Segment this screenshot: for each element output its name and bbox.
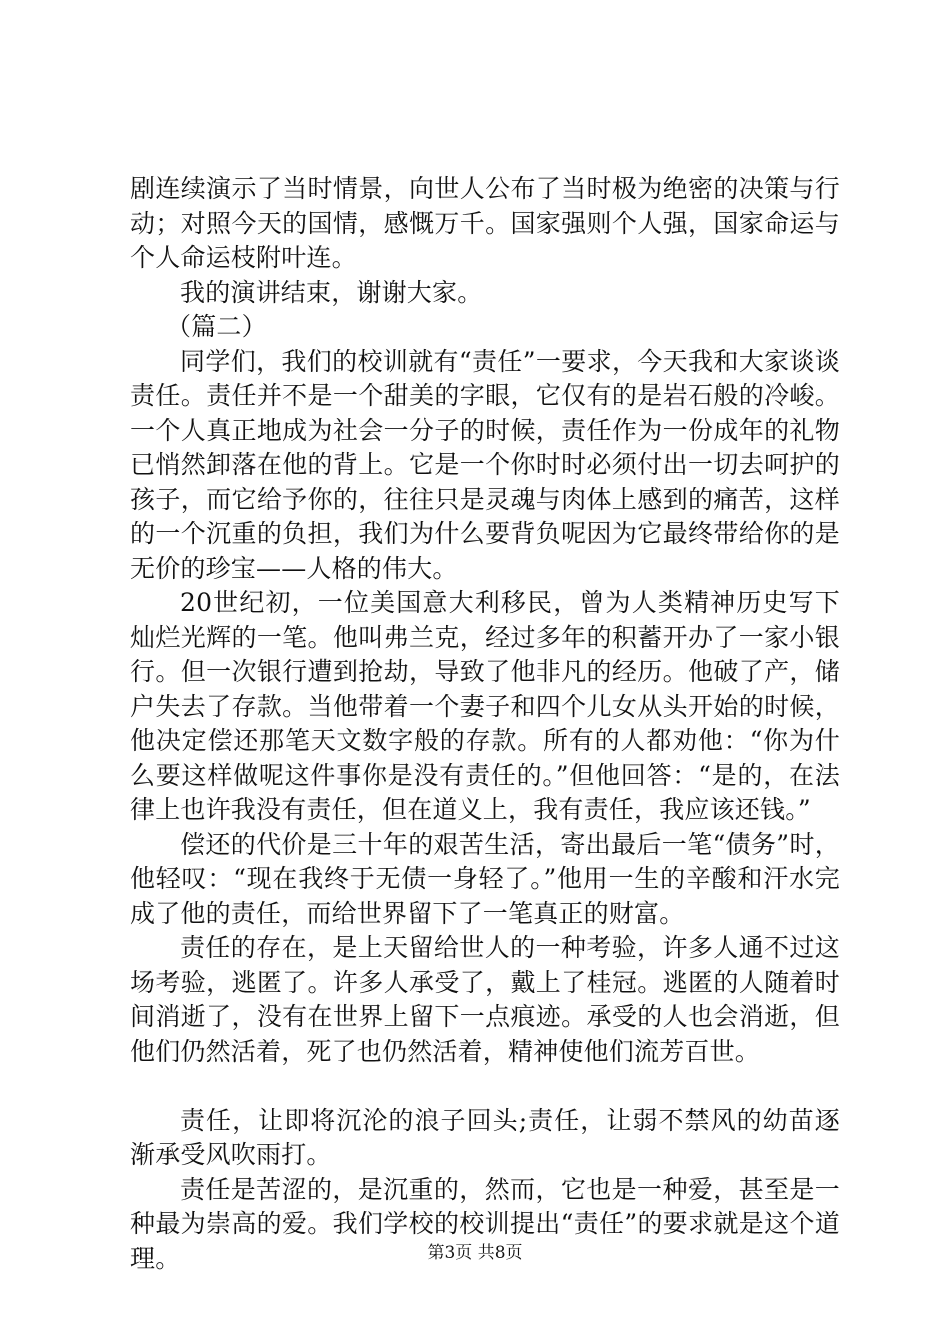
section-heading: （篇二）	[166, 312, 267, 341]
paragraph-frank-story: 20世纪初，一位美国意大利移民，曾为人类精神历史写下灿烂光辉的一笔。他叫弗兰克，经过多年的积蓄开办了一家小银行。但一次银行遭到抢劫，导致了他非凡的经历。他破了产，储户失去了存款。当他带着一个妻子和四个儿女从头开始的时候，他决定偿还那笔天文数字般的存款。所有的人都劝他：“你为什么要这样做呢这件事你是没有责任的。”但他回答：“是的，在法律上也许我没有责任，但在道义上，我有责任，我应该还钱。”	[130, 588, 840, 824]
paragraph-continuation: 剧连续演示了当时情景，向世人公布了当时极为绝密的决策与行动；对照今天的国情，感慨万千。国家强则个人强，国家命运与个人命运枝附叶连。	[130, 174, 840, 272]
page-footer: 第3页 共8页	[427, 1243, 523, 1263]
paragraph-responsibility-intro: 同学们，我们的校训就有“责任”一要求，今天我和大家谈谈责任。责任并不是一个甜美的字眼，它仅有的是岩石般的冷峻。一个人真正地成为社会一分子的时候，责任作为一份成年的礼物已悄然卸落在他的背上。它是一个你时时必须付出一切去呵护的孩子，而它给予你的，往往只是灵魂与肉体上感到的痛苦，这样的一个沉重的负担，我们为什么要背负呢因为它最终带给你的是无价的珍宝——人格的伟大。	[130, 346, 840, 583]
paragraph-gap	[130, 1069, 840, 1104]
paragraph-test: 责任的存在，是上天留给世人的一种考验，许多人通不过这场考验，逃匿了。许多人承受了，戴上了桂冠。逃匿的人随着时间消逝了，没有在世界上留下一点痕迹。承受的人也会消逝，但他们仍然活着，死了也仍然活着，精神使他们流芳百世。	[130, 933, 840, 1066]
paragraph-prodigal: 责任，让即将沉沦的浪子回头;责任，让弱不禁风的幼苗逐渐承受风吹雨打。	[130, 1105, 840, 1169]
document-body	[130, 172, 840, 1276]
paragraph-repayment: 偿还的代价是三十年的艰苦生活，寄出最后一笔“债务”时，他轻叹：“现在我终于无债一身轻了。”他用一生的辛酸和汗水完成了他的责任，而给世界留下了一笔真正的财富。	[130, 829, 840, 928]
paragraph-conclusion: 责任是苦涩的，是沉重的，然而，它也是一种爱，甚至是一种最为崇高的爱。我们学校的校训提出“责任”的要求就是这个道理。	[130, 1174, 840, 1273]
paragraph-closing: 我的演讲结束，谢谢大家。	[180, 277, 483, 307]
